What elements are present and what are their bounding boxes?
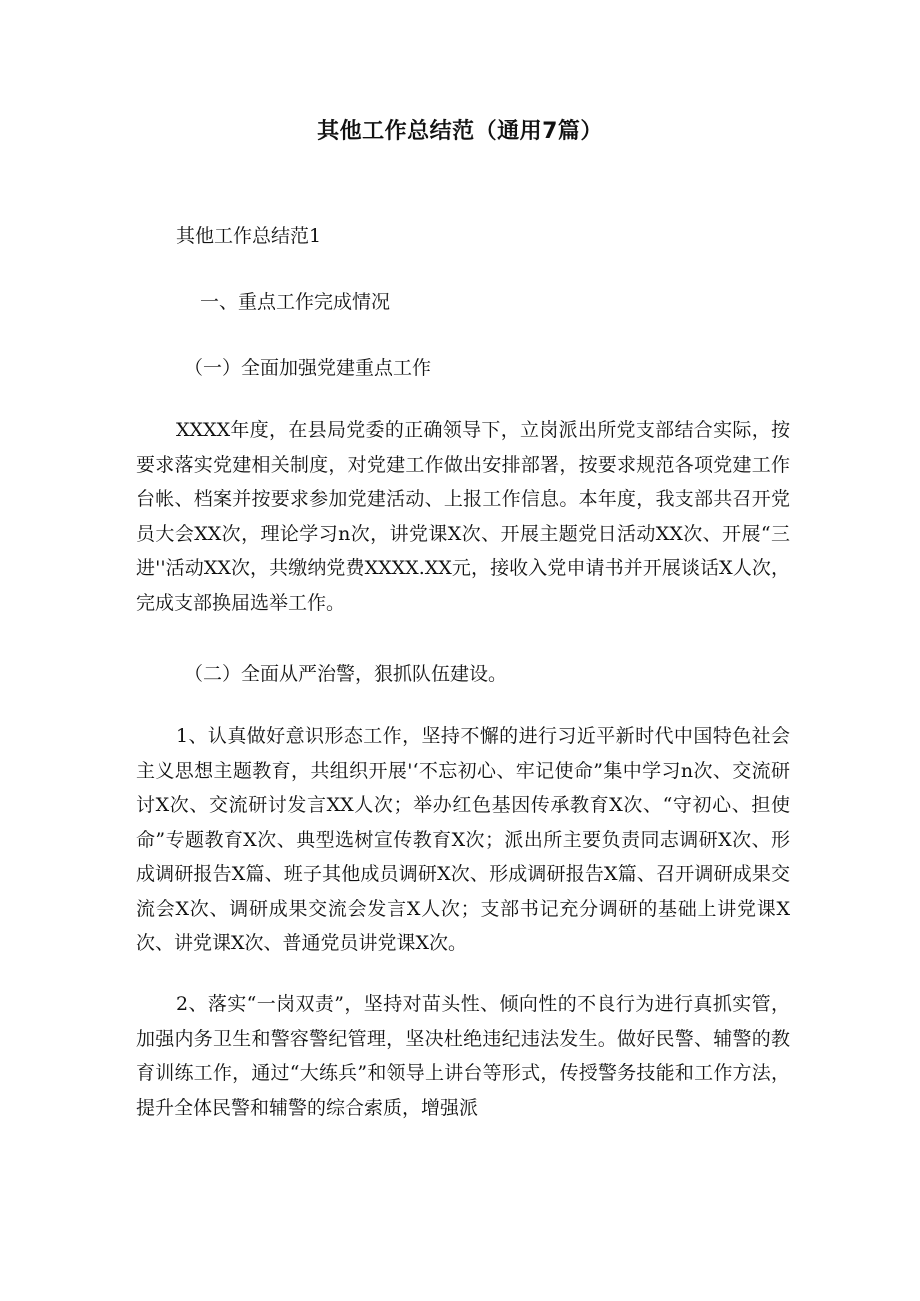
subheading-team-building: （二）全面从严治警，狠抓队伍建设。 — [184, 663, 508, 685]
paragraph-party-building: XXXX年度，在县局党委的正确领导下，立岗派出所党支部结合实际，按要求落实党建相关制度，对党建工作做出安排部署，按要求规范各项党建工作台帐、档案并按要求参加党建活动、上报工作信息。本年度，我支部共召开党员大会XX次，理论学习n次，讲党课X次、开展主题党日活动XX次、开展“三进''活动XX次，共缴纳党费XXXX.XX元，接收入党申请书并开展谈话X人次，完成支部换届选举工作。 — [136, 419, 790, 614]
subheading-party-building: （一）全面加强党建重点工作 — [184, 357, 432, 379]
heading-key-work: 一、重点工作完成情况 — [200, 291, 391, 313]
paragraph-ideology-work: 1、认真做好意识形态工作，坚持不懈的进行习近平新时代中国特色社会主义思想主题教育，共组织开展'‘不忘初心、牢记使命”集中学习n次、交流研讨X次、交流研讨发言XX人次；举办红色基因传承教育X次、“守初心、担使命”专题教育X次、典型选树宣传教育X次；派出所主要负责同志调研X次、形成调研报告X篇、班子其他成员调研X次、形成调研报告X篇、召开调研成果交流会X次、调研成果交流会发言X人次；支部书记充分调研的基础上讲党课X次、讲党课X次、普通党员讲党课X次。 — [136, 725, 790, 954]
section-title: 其他工作总结范1 — [176, 225, 322, 247]
document-title: 其他工作总结范（通用7篇） — [317, 119, 603, 144]
paragraph-one-post-two-duties: 2、落实“一岗双责”，坚持对苗头性、倾向性的不良行为进行真抓实管，加强内务卫生和警容警纪管理，坚决杜绝违纪违法发生。做好民警、辅警的教育训练工作，通过“大练兵”和领导上讲台等形式，传授警务技能和工作方法，提升全体民警和辅警的综合索质，增强派 — [136, 993, 790, 1119]
